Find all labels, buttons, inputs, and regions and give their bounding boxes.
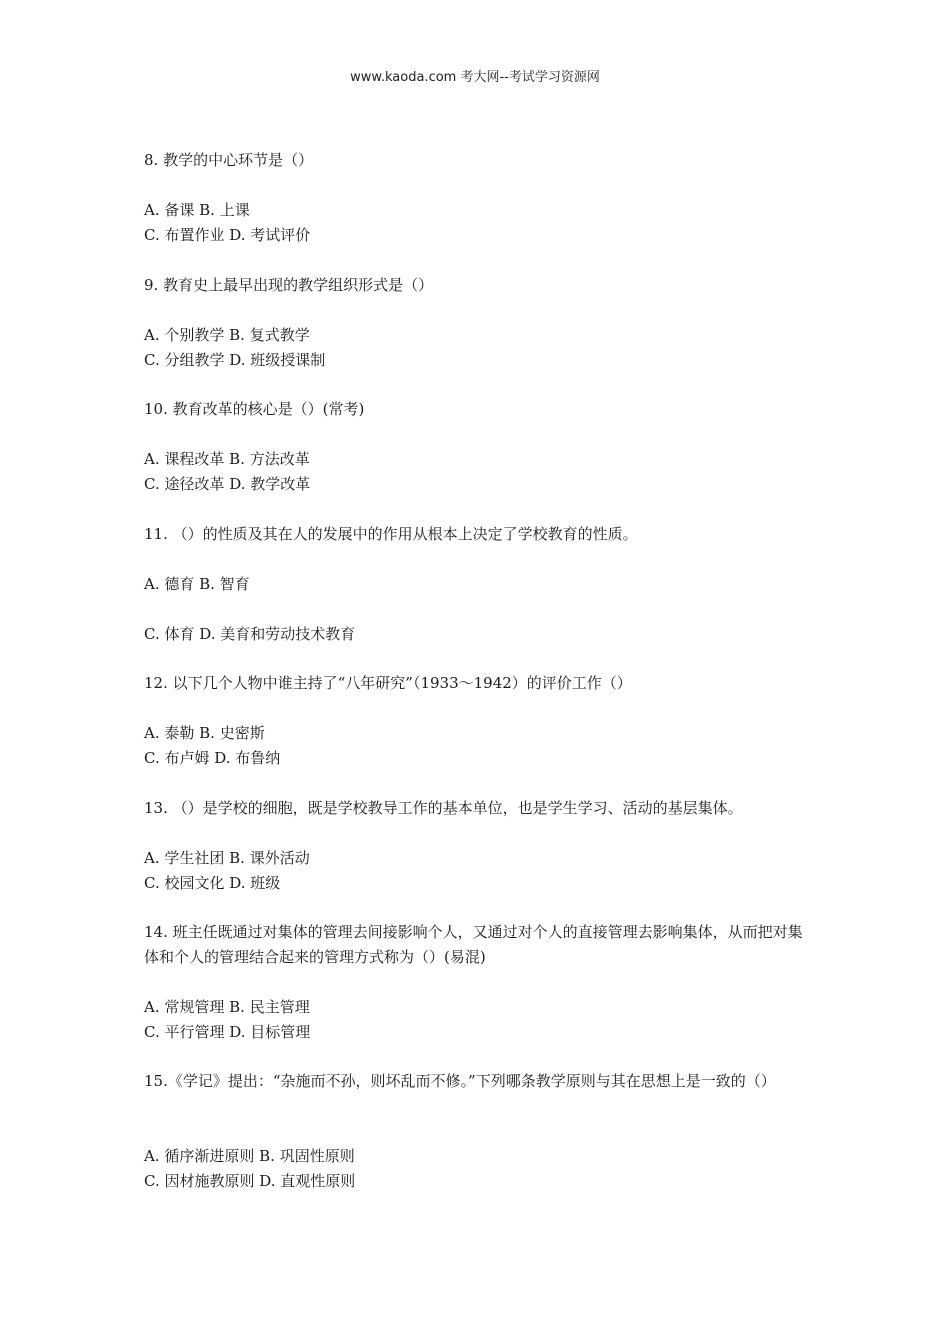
- question-15-options-ab: A. 循序渐进原则 B. 巩固性原则: [144, 1147, 355, 1165]
- question-14-options-cd: C. 平行管理 D. 目标管理: [144, 1023, 311, 1041]
- question-12-options-cd: C. 布卢姆 D. 布鲁纳: [144, 749, 281, 767]
- question-14-options-ab: A. 常规管理 B. 民主管理: [144, 998, 310, 1016]
- question-10-stem: 10. 教育改革的核心是（）(常考): [144, 400, 365, 418]
- question-13-stem: 13. （）是学校的细胞，既是学校教导工作的基本单位，也是学生学习、活动的基层集体。: [144, 799, 743, 817]
- question-10-options-ab: A. 课程改革 B. 方法改革: [144, 450, 310, 468]
- question-9-stem: 9. 教育史上最早出现的教学组织形式是（）: [144, 276, 434, 294]
- question-13-options-cd: C. 校园文化 D. 班级: [144, 874, 281, 892]
- page-header: www.kaoda.com 考大网--考试学习资源网: [350, 70, 600, 85]
- question-12-stem: 12. 以下几个人物中谁主持了“八年研究”（1933～1942）的评价工作（）: [144, 674, 632, 692]
- question-15-options-cd: C. 因材施教原则 D. 直观性原则: [144, 1172, 356, 1190]
- question-8-options-ab: A. 备课 B. 上课: [144, 201, 250, 219]
- question-15-stem: 15.《学记》提出：“杂施而不孙，则坏乱而不修。”下列哪条教学原则与其在思想上是一致的（）: [144, 1072, 776, 1090]
- question-13-options-ab: A. 学生社团 B. 课外活动: [144, 849, 310, 867]
- question-11-stem: 11. （）的性质及其在人的发展中的作用从根本上决定了学校教育的性质。: [144, 525, 638, 543]
- question-8-options-cd: C. 布置作业 D. 考试评价: [144, 226, 311, 244]
- question-12-options-ab: A. 泰勒 B. 史密斯: [144, 724, 265, 742]
- question-11-options-cd: C. 体育 D. 美育和劳动技术教育: [144, 625, 356, 643]
- question-14-stem: 14. 班主任既通过对集体的管理去间接影响个人，又通过对个人的直接管理去影响集体，从而把对集体和个人的管理结合起来的管理方式称为（）(易混): [144, 923, 803, 966]
- question-9-options-cd: C. 分组教学 D. 班级授课制: [144, 351, 326, 369]
- question-8-stem: 8. 教学的中心环节是（）: [144, 151, 314, 169]
- question-10-options-cd: C. 途径改革 D. 教学改革: [144, 475, 311, 493]
- question-9-options-ab: A. 个别教学 B. 复式教学: [144, 326, 310, 344]
- question-11-options-ab: A. 德育 B. 智育: [144, 575, 250, 593]
